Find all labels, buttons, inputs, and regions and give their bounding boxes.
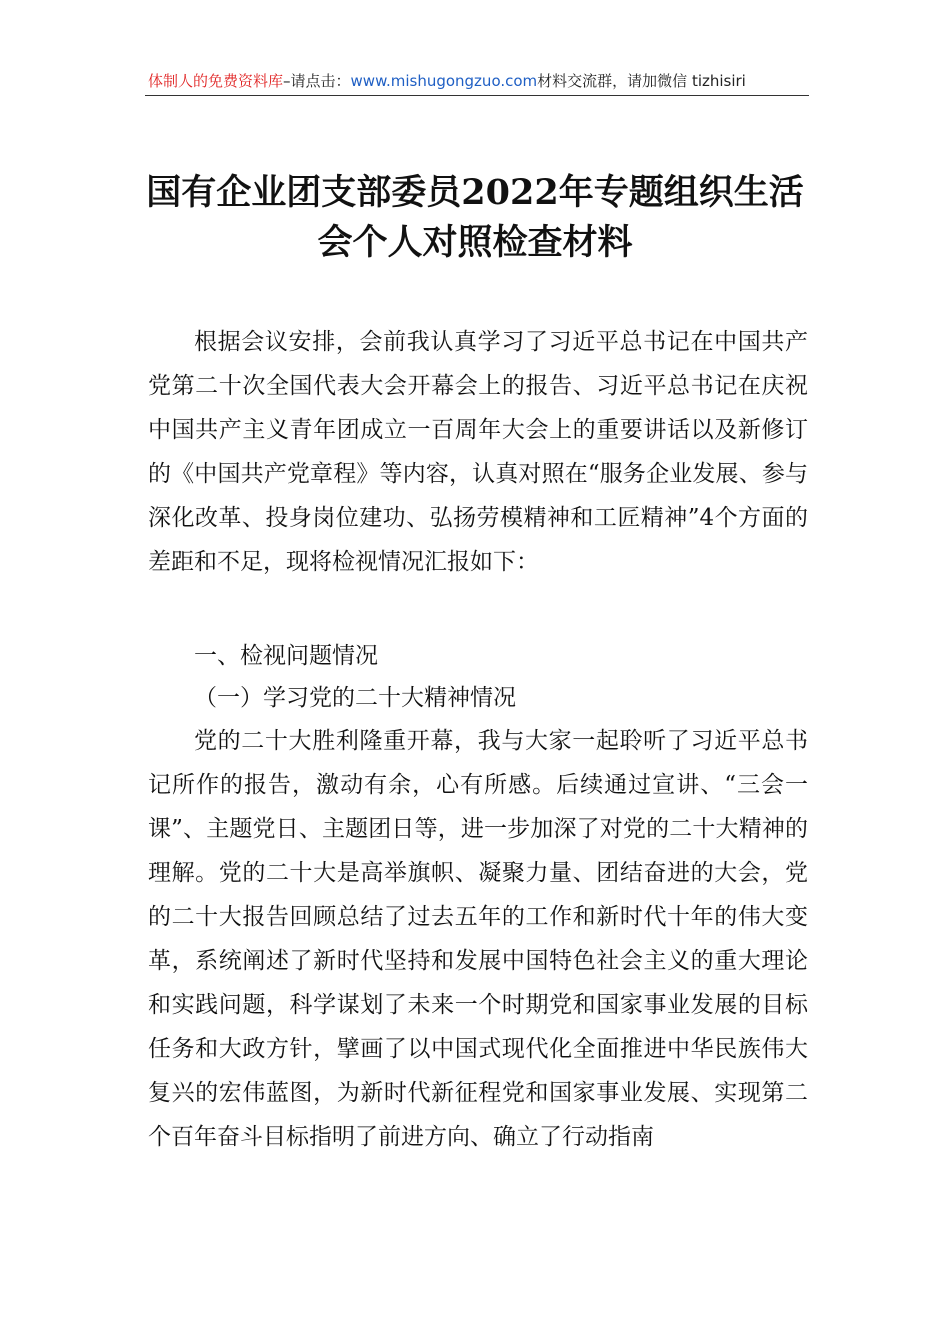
header-divider [145,95,809,96]
header-url-link[interactable]: www.mishugongzuo.com [350,72,538,90]
subsection-1-paragraph: 党的二十大胜利隆重开幕，我与大家一起聆听了习近平总书记所作的报告，激动有余，心有所感。后续通过宣讲、“三会一课”、主题党日、主题团日等，进一步加深了对党的二十大精神的理解。党的二十大是高举旗帜、凝聚力量、团结奋进的大会，党的二十大报告回顾总结了过去五年的工作和新时代十年的伟大变革，系统阐述了新时代坚持和发展中国特色社会主义的重大理论和实践问题，科学谋划了未来一个时期党和国家事业发展的目标任务和大政方针，擘画了以中国式现代化全面推进中华民族伟大复兴的宏伟蓝图，为新时代新征程党和国家事业发展、实现第二个百年奋斗目标指明了前进方向、确立了行动指南 [148,728,808,1150]
title-line-2: 会个人对照检查材料 [317,222,633,263]
subsection-heading-1: （一）学习党的二十大精神情况 [194,685,516,711]
header-suffix: 材料交流群，请加微信 tizhisiri [537,72,746,90]
header-prefix: –请点击： [283,72,351,90]
page-header [148,68,808,94]
section-heading-1: 一、检视问题情况 [194,643,378,669]
document-title [120,168,830,268]
title-line-1: 国有企业团支部委员2022年专题组织生活 [146,172,804,213]
header-brand: 体制人的免费资料库 [148,72,284,90]
intro-paragraph: 根据会议安排，会前我认真学习了习近平总书记在中国共产党第二十次全国代表大会开幕会上的报告、习近平总书记在庆祝中国共产主义青年团成立一百周年大会上的重要讲话以及新修订的《中国共产党章程》等内容，认真对照在“服务企业发展、参与深化改革、投身岗位建功、弘扬劳模精神和工匠精神”4个方面的差距和不足，现将检视情况汇报如下： [148,329,808,575]
